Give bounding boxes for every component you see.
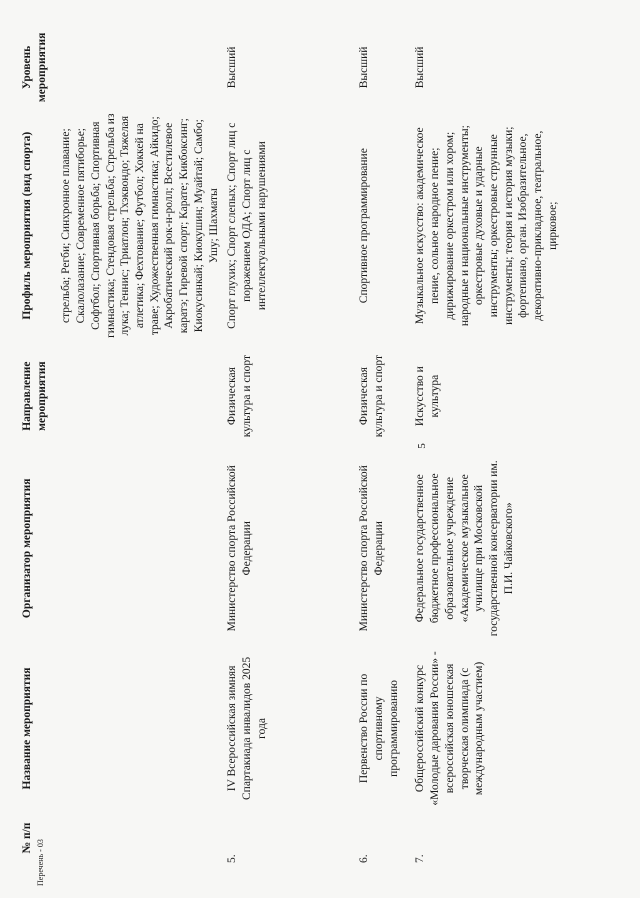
header-name: Название мероприятия bbox=[21, 667, 33, 790]
row-direction: Искусство и культура bbox=[414, 366, 442, 427]
header-num: № п/п bbox=[21, 822, 33, 854]
row-organizer: Федеральное государственное бюджетное профессиональное образовательное учреждение «Академическое музыкальное училище при Московской государственной консерватории им. П.И. Чайковского» bbox=[414, 460, 515, 637]
row-direction: Физическая культура и спорт bbox=[226, 355, 254, 438]
row-level: Высший bbox=[358, 46, 371, 89]
header-direction: Направление мероприятия bbox=[21, 361, 48, 431]
continued-profile-cell: стрельба; Регби; Синхронное плавание; Скалолазание; Современное пятиборье; Софтбол; Спортивная борьба; Спортивная гимнастика; Стендовая стрельба; Стрельба из лука; Теннис; Триатлон; Тхэквондо; Тяжелая атлетика; Фехтование; Футбол; Хоккей на траве; Художественная гимнастика; Айкидо; Акробатический рок-н-ролл; Всестилевое каратэ; Гиревой спорт; Карате; Кикбоксинг; Киокусинкай; Киокушин; Муайтай; Самбо; Ушу; Шахматы bbox=[60, 113, 220, 338]
row-profile: Спорт глухих; Спорт слепых; Спорт лиц с поражением ОДА; Спорт лиц с интеллектуальными нарушениями bbox=[226, 122, 268, 329]
header-profile: Профиль мероприятия (вид спорта) bbox=[21, 131, 33, 320]
events-table bbox=[20, 26, 563, 866]
footer-text: Перечень - 03 bbox=[36, 839, 45, 886]
row-num: 6. bbox=[358, 854, 371, 863]
row-level: Высший bbox=[226, 46, 239, 89]
row-name: Первенство России по спортивному программированию bbox=[358, 673, 400, 784]
row-organizer: Министерство спорта Российской Федерации bbox=[226, 465, 254, 632]
table-row-continued bbox=[57, 26, 223, 866]
row-organizer: Министерство спорта Российской Федерации bbox=[358, 465, 386, 632]
row-level: Высший bbox=[414, 46, 427, 89]
row-name: Общероссийский конкурс «Молодые дарования России» - всероссийская юношеская творческая олимпиада (с международным участием) bbox=[414, 651, 486, 806]
table-row bbox=[223, 26, 355, 866]
row-direction: Физическая культура и спорт bbox=[358, 355, 386, 438]
header-level: Уровень мероприятия bbox=[21, 32, 48, 103]
row-num: 5. bbox=[226, 854, 239, 863]
table-header-row bbox=[20, 26, 57, 866]
rotated-content bbox=[20, 26, 620, 866]
page-number: 5 bbox=[416, 443, 428, 449]
row-profile: Спортивное программирование bbox=[358, 148, 371, 304]
table-row bbox=[409, 26, 562, 866]
row-name: IV Всероссийская зимняя Спартакиада инвалидов 2025 года bbox=[226, 656, 268, 800]
row-num: 7. bbox=[414, 854, 427, 863]
row-profile: Музыкальное искусство: академическое пение, сольное народное пение; дирижирование оркестром или хором; народные и национальные инструменты; оркестровые духовые и ударные инструменты; оркестровые струнные инструменты; теория и история музыки; фортепиано, орган. Изобразительное, декоративно-прикладное, театральное, цирковое; bbox=[414, 125, 559, 327]
header-organizer: Организатор мероприятия bbox=[21, 478, 33, 619]
table-row bbox=[355, 26, 409, 866]
